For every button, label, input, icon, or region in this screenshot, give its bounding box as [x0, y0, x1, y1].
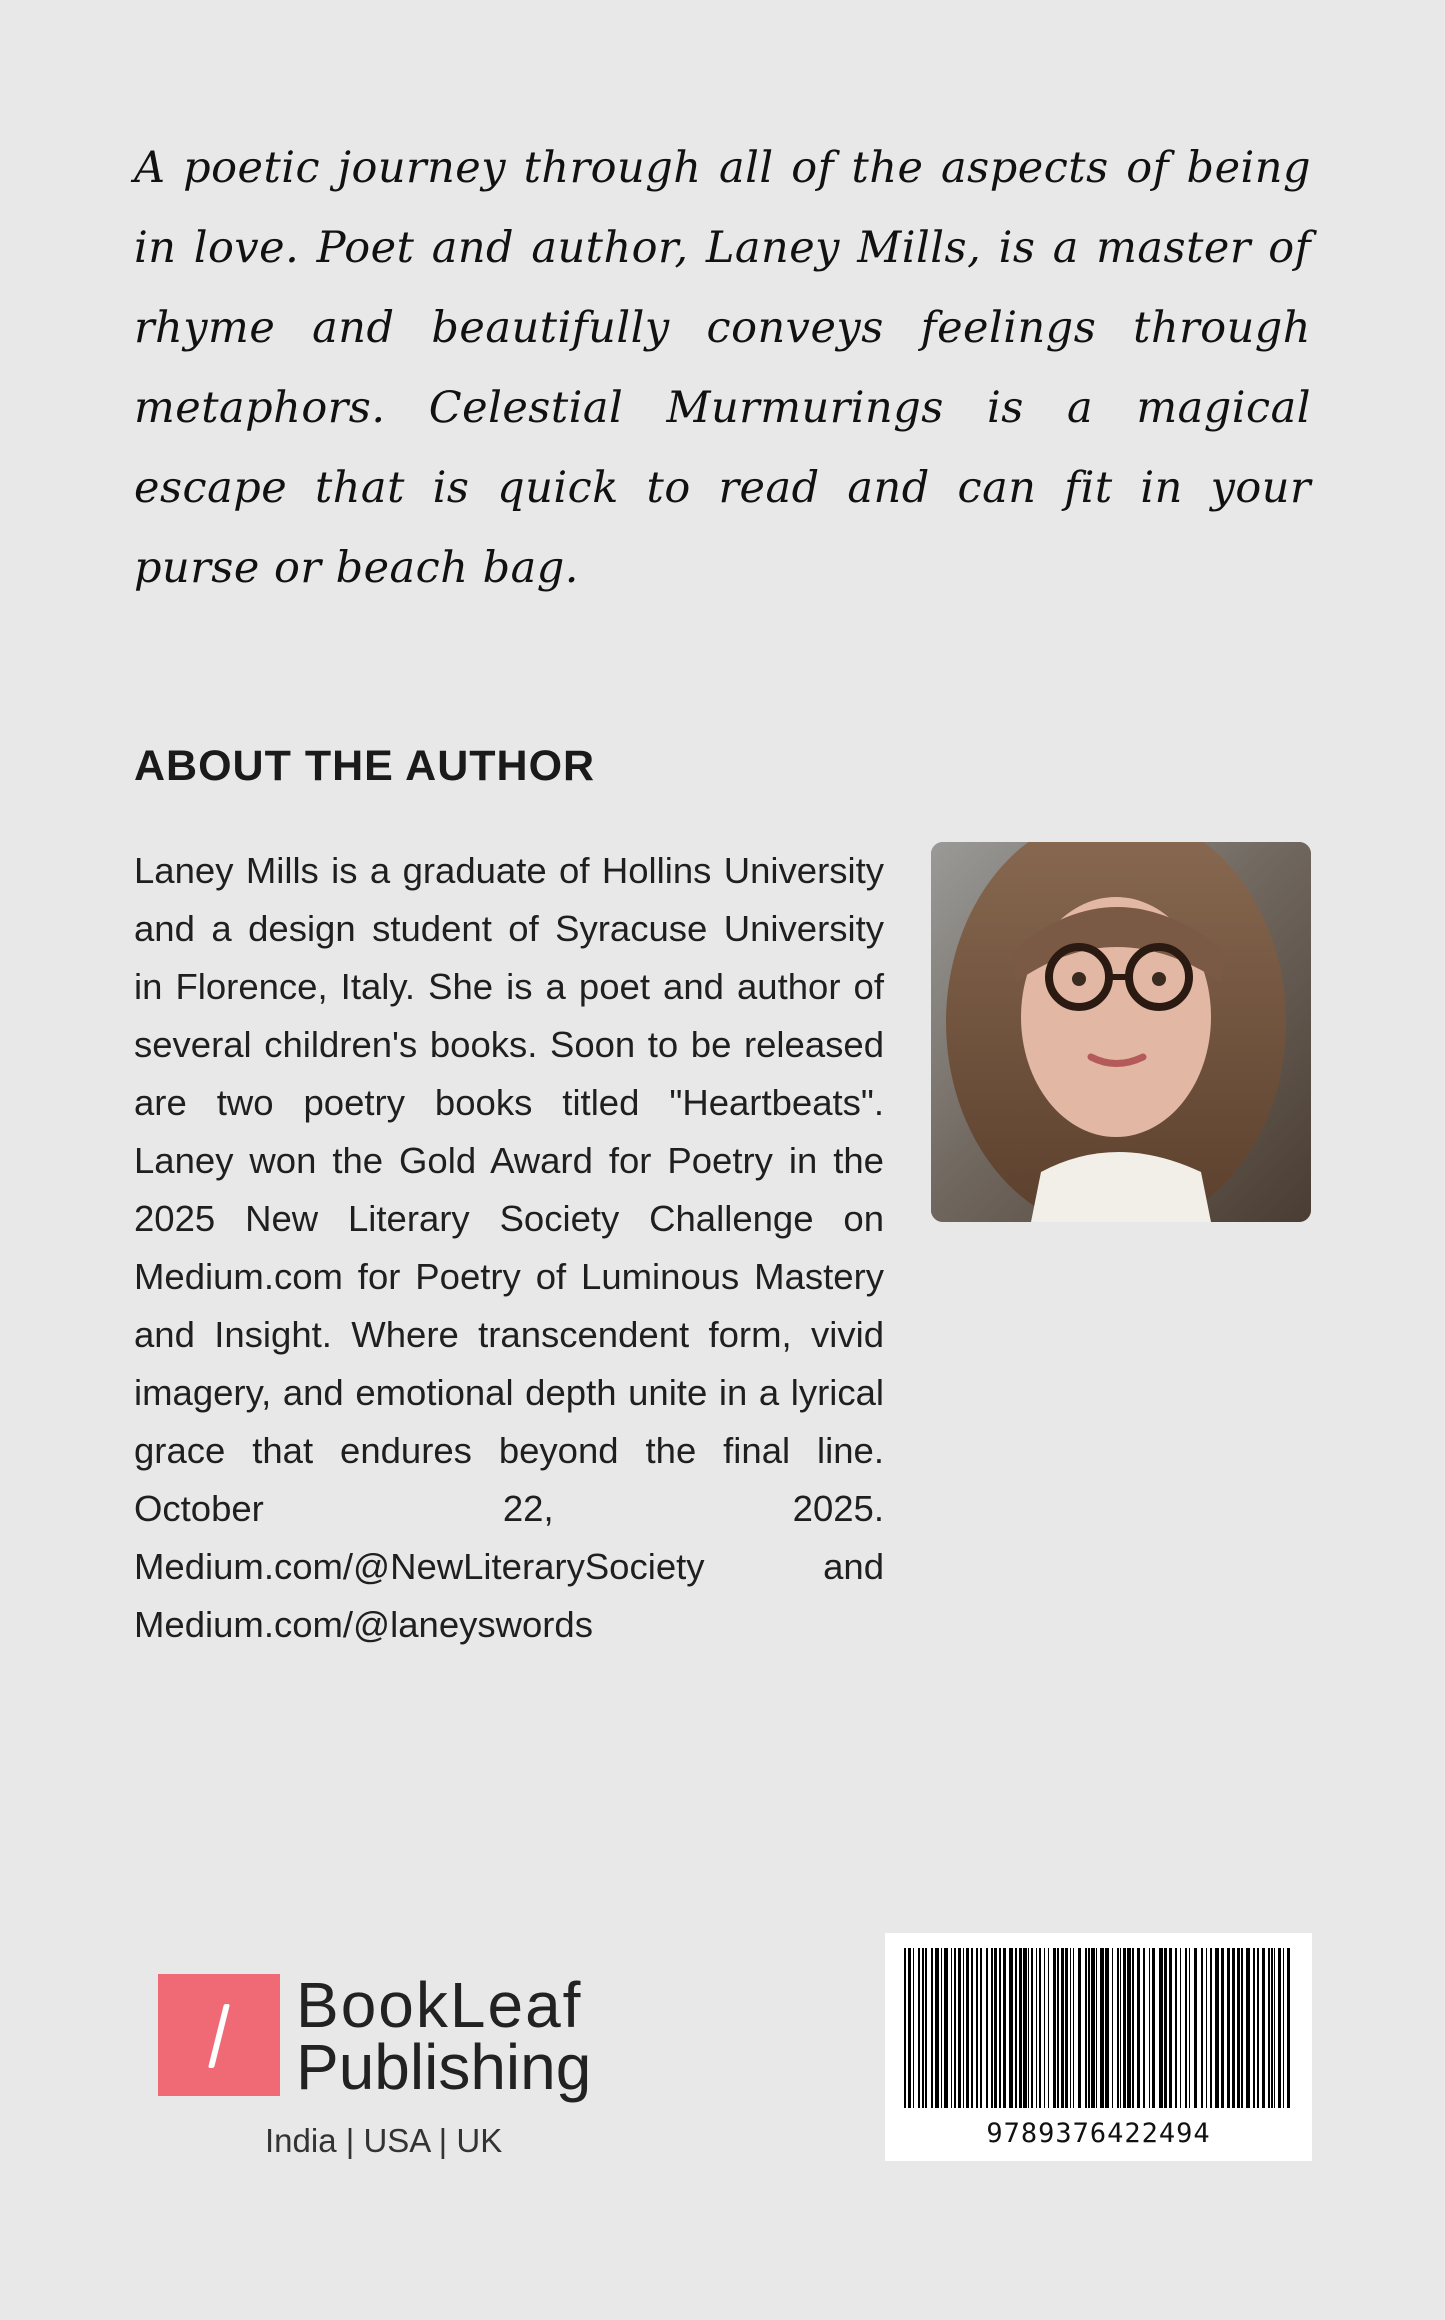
publisher-regions: India | USA | UK [265, 2122, 503, 2159]
logo-mark-icon [158, 1974, 280, 2096]
about-author-heading: ABOUT THE AUTHOR [134, 742, 596, 790]
barcode-bars-icon [900, 1948, 1297, 2113]
isbn-barcode [885, 1933, 1312, 2161]
isbn-number: 9789376422494 [986, 2118, 1211, 2149]
publisher-name-line2: Publishing [296, 2031, 592, 2103]
author-photo [931, 842, 1311, 1222]
author-bio: Laney Mills is a graduate of Hollins University and a design student of Syracuse University in Florence, Italy. She is a poet and author of several children's books. Soon to be released are two poetry books titled "Heartbeats". Laney won the Gold Award for Poetry in the 2025 New Literary Society Challenge on Medium.com for Poetry of Luminous Mastery and Insight. Where transcendent form, vivid imagery, and emotional depth unite in a lyrical grace that endures beyond the final line. October 22, 2025. Medium.com/@NewLiterarySociety and Medium.com/@laneyswords [134, 850, 884, 1645]
book-blurb: A poetic journey through all of the aspects of being in love. Poet and author, Laney Mills, is a master of rhyme and beautifully conveys feelings through metaphors. Celestial Murmurings is a magical escape that is quick to read and can fit in your purse or beach bag. [134, 143, 1311, 593]
publisher-name-line1: BookLeaf [296, 1969, 583, 2041]
